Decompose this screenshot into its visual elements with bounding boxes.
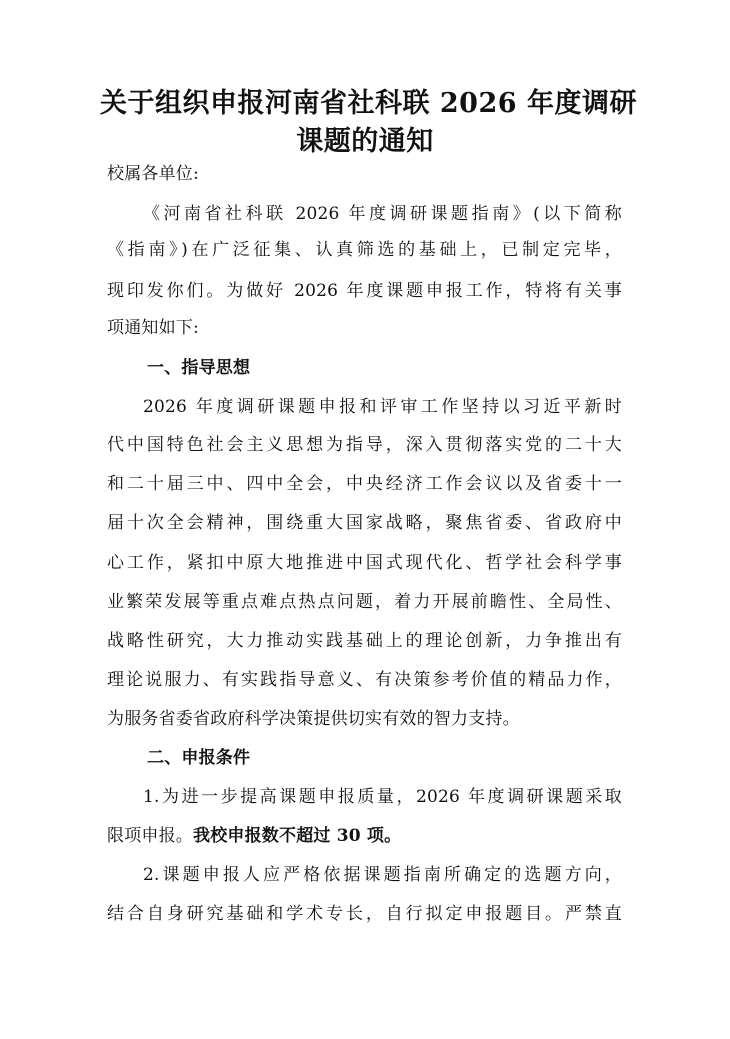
intro-line-2: 《指南》)在广泛征集、认真筛选的基础上，已制定完毕， [107, 240, 622, 260]
document-title-line-1: 关于组织申报河南省社科联 2026 年度调研 [100, 88, 637, 119]
salutation: 校属各单位: [107, 164, 199, 184]
item-1-normal-text: 限项申报。 [107, 826, 193, 846]
section-2-item-1-line-2 [107, 825, 401, 847]
section-1-line-1: 2026 年度调研课题申报和评审工作坚持以习近平新时 [143, 397, 622, 417]
section-2-item-2-line-2: 结合自身研究基础和学术专长，自行拟定申报题目。严禁直 [107, 904, 622, 924]
section-2-item-1-line-1: 1.为进一步提高课题申报质量，2026 年度调研课题采取 [143, 787, 622, 807]
section-2-item-2-line-1: 2.课题申报人应严格依据课题指南所确定的选题方向， [143, 865, 622, 885]
section-1-line-3: 和二十届三中、四中全会，中央经济工作会议以及省委十一 [107, 474, 622, 494]
document-title-line-2: 课题的通知 [296, 126, 434, 157]
item-1-quota-emphasis: 我校申报数不超过 30 项。 [193, 826, 402, 846]
section-1-line-2: 代中国特色社会主义思想为指导，深入贯彻落实党的二十大 [107, 435, 622, 455]
section-1-line-8: 理论说服力、有实践指导意义、有决策参考价值的精品力作， [107, 670, 622, 690]
section-1-line-6: 业繁荣发展等重点难点热点问题，着力开展前瞻性、全局性、 [107, 592, 622, 612]
intro-line-1: 《河南省社科联 2026 年度调研课题指南》(以下简称 [143, 204, 622, 224]
section-1-line-7: 战略性研究，大力推动实践基础上的理论创新，力争推出有 [107, 631, 622, 651]
section-1-heading: 一、指导思想 [147, 358, 251, 378]
section-1-line-9: 为服务省委省政府科学决策提供切实有效的智力支持。 [107, 709, 520, 729]
section-1-line-4: 届十次全会精神，围绕重大国家战略，聚焦省委、省政府中 [107, 513, 622, 533]
intro-line-4: 项通知如下: [107, 318, 199, 338]
section-2-heading: 二、申报条件 [147, 748, 251, 768]
section-1-line-5: 心工作，紧扣中原大地推进中国式现代化、哲学社会科学事 [107, 553, 622, 573]
intro-line-3: 现印发你们。为做好 2026 年度课题申报工作，特将有关事 [107, 281, 622, 301]
